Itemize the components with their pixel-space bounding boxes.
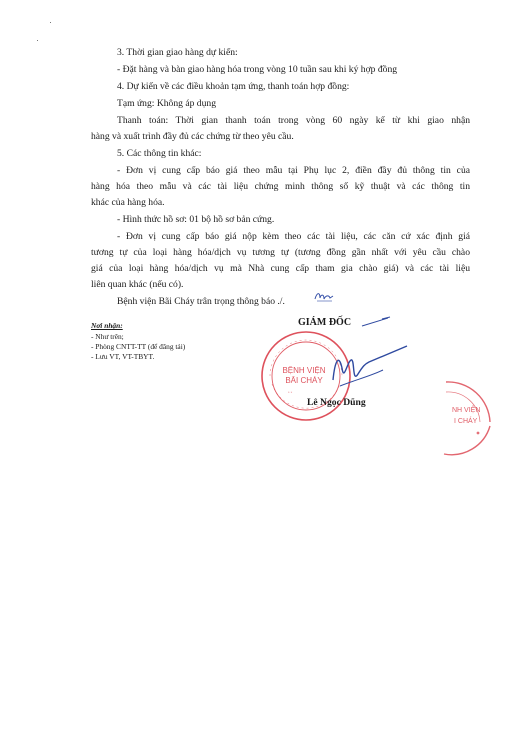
payment-text-cont: hàng và xuất trình đầy đủ các chứng từ theo yêu cầu. (91, 131, 294, 142)
quote-form-text-cont: hàng hóa theo mẫu và các tài liệu chứng minh thông số kỹ thuật và các thông tin (91, 181, 470, 192)
recipient-item: - Lưu VT, VT-TBYT. (91, 352, 155, 361)
seal-fragment (438, 378, 498, 458)
attachments-text-cont2: giá của loại hàng hóa/dịch vụ mà Nhà cung cấp tham gia chào giá) và các tài liệu (91, 263, 470, 274)
closing-text: Bệnh viện Bãi Cháy trân trọng thông báo ./. (117, 296, 285, 307)
initial-signature (313, 290, 335, 304)
recipient-item: - Như trên; (91, 332, 124, 341)
stamp-line-2: BÃI CHÁY (285, 376, 323, 385)
quote-form-text: - Đơn vị cung cấp báo giá theo mẫu tại Phụ lục 2, điền đầy đủ thông tin của (117, 165, 470, 176)
payment-text: Thanh toán: Thời gian thanh toán trong vòng 60 ngày kể từ khi giao nhận (117, 115, 470, 126)
role-flourish (360, 316, 392, 328)
section-5-heading: 5. Các thông tin khác: (117, 148, 202, 159)
attachments-text-end: liên quan khác (nếu có). (91, 279, 184, 290)
scan-speck (50, 22, 51, 23)
signatory-role: GIÁM ĐỐC (298, 317, 352, 328)
recipients-title: Nơi nhận: (91, 321, 123, 330)
delivery-time-text: - Đặt hàng và bàn giao hàng hóa trong vòng 10 tuần sau khi ký hợp đồng (117, 64, 398, 75)
section-3-heading: 3. Thời gian giao hàng dự kiến: (117, 47, 238, 58)
dossier-form-text: - Hình thức hồ sơ: 01 bộ hồ sơ bản cứng. (117, 214, 275, 225)
advance-payment-text: Tạm ứng: Không áp dụng (117, 98, 216, 109)
signatory-name: Lê Ngọc Dũng (307, 397, 366, 408)
svg-text:* *: * * (288, 390, 293, 395)
stamp-line-1: BỆNH VIỆN (282, 366, 326, 375)
svg-text:NH VIỆN: NH VIỆN (452, 407, 481, 414)
handwritten-signature (325, 340, 415, 400)
scan-speck (37, 40, 38, 41)
svg-text:I CHÁY: I CHÁY (454, 418, 478, 425)
recipient-item: - Phòng CNTT-TT (để đăng tải) (91, 342, 186, 351)
quote-form-text-end: khác của hàng hóa. (91, 197, 165, 208)
section-4-heading: 4. Dự kiến về các điều khoản tạm ứng, thanh toán hợp đồng: (117, 81, 350, 92)
attachments-text-cont1: tương tự của loại hàng hóa/dịch vụ tương tự (tương đồng gần nhất với yêu cầu chào (91, 247, 470, 258)
attachments-text: - Đơn vị cung cấp báo giá nộp kèm theo các tài liệu, các căn cứ xác định giá (117, 231, 470, 242)
